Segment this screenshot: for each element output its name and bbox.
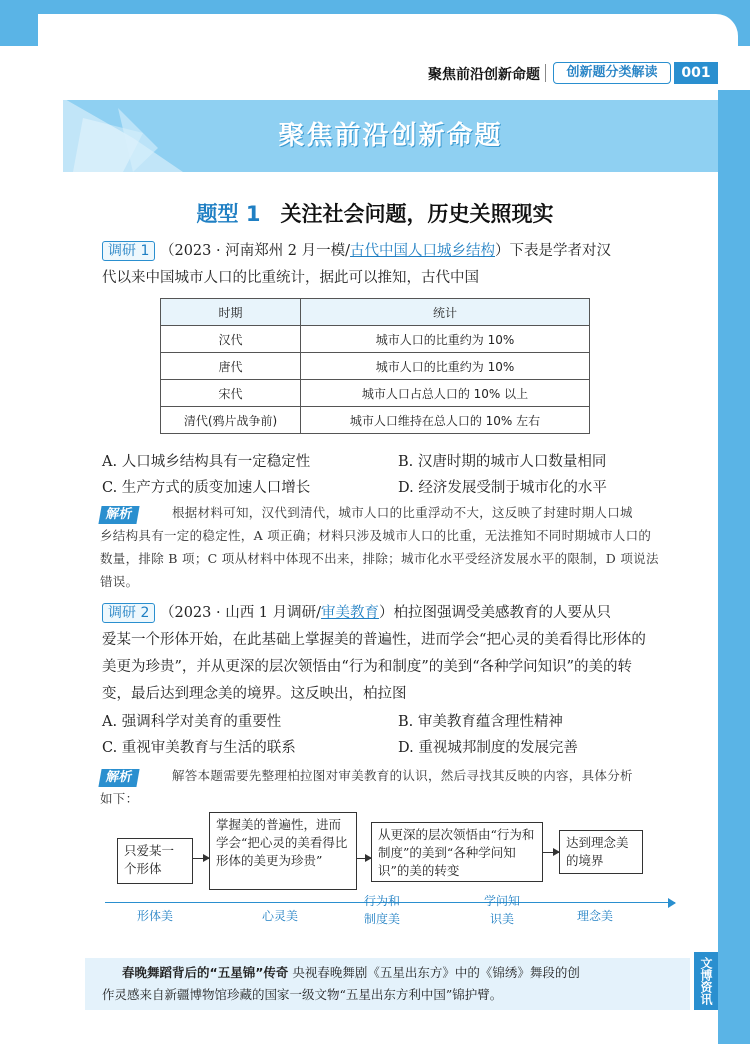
- question-2-line-3: 美更为珍贵”，并从更深的层次领悟由“行为和制度”的美到“各种学问知识”的美的转: [102, 659, 633, 675]
- q2-analysis-line-1: 解答本题需要先整理柏拉图对审美教育的认识，然后寻找其反映的内容，具体分析: [172, 768, 633, 783]
- table-cell: 宋代: [161, 380, 301, 407]
- table-row: [161, 353, 590, 380]
- running-header-title: 聚焦前沿创新命题: [428, 67, 540, 83]
- q2-analysis-tag: 解析: [98, 769, 139, 787]
- page-number: 001: [674, 62, 718, 84]
- flow-label-2: 心灵美: [261, 909, 298, 923]
- table-header-row: [161, 299, 590, 326]
- flow-box-2: 掌握美的普遍性，进而学会“把心灵的美看得比形体的美更为珍贵”: [209, 812, 357, 890]
- flow-label-1: 形体美: [136, 909, 173, 923]
- table-row: [161, 326, 590, 353]
- q1-analysis-tag: 解析: [98, 506, 139, 524]
- footer-title: 春晚舞蹈背后的“五星锦”传奇: [122, 965, 289, 980]
- flow-box-1: 只爱某一个形体: [117, 838, 193, 884]
- flow-label-3: 行为和制度美: [363, 894, 400, 926]
- flow-timeline-arrowhead: [668, 898, 676, 908]
- table-header-stat: 统计: [301, 299, 590, 326]
- table-cell: 唐代: [161, 353, 301, 380]
- question-1: [102, 238, 642, 292]
- q1-option-d[interactable]: D. 经济发展受制于城市化的水平: [398, 480, 607, 496]
- question-2-stem-start: ）柏拉图强调受美感教育的人要从只: [379, 605, 612, 621]
- flow-arrow-3: [543, 852, 559, 853]
- flow-arrow-2: [357, 858, 371, 859]
- q2-option-a[interactable]: A. 强调科学对美育的重要性: [102, 714, 282, 730]
- section-title: 关注社会问题，历史关照现实: [280, 202, 554, 226]
- flow-box-3: 从更深的层次领悟由“行为和制度”的美到“各种学问知识”的美的转变: [371, 822, 543, 882]
- flow-label-4: 学问知识美: [483, 894, 520, 926]
- question-1-source: （2023 · 河南郑州 2 月一模/: [159, 243, 351, 259]
- question-2-line-2: 爱某一个形体开始，在此基础上掌握美的普遍性，进而学会“把心灵的美看得比形体的: [102, 632, 646, 648]
- question-1-line-1: [102, 238, 642, 265]
- question-2-source: （2023 · 山西 1 月调研/: [159, 605, 322, 621]
- question-2-line-1: [102, 600, 642, 627]
- question-1-stem-start: ）下表是学者对汉: [495, 243, 612, 259]
- question-2-line-4: 变，最后达到理念美的境界。这反映出，柏拉图: [102, 686, 407, 702]
- section-number: 题型 1: [196, 202, 261, 226]
- table-cell: 城市人口的比重约为 10%: [301, 353, 590, 380]
- flow-arrow-1: [193, 858, 209, 859]
- side-category-tag: 文博资讯: [694, 952, 718, 1010]
- flow-box-4: 达到理念美的境界: [559, 830, 643, 874]
- q1-analysis-line-2: 乡结构具有一定的稳定性，A 项正确；材料只涉及城市人口的比重，无法推知不同时期城市人口的: [100, 528, 652, 543]
- q1-analysis-line-4: 错误。: [100, 574, 139, 589]
- q2-option-b[interactable]: B. 审美教育蕴含理性精神: [398, 714, 563, 730]
- q1-option-c[interactable]: C. 生产方式的质变加速人口增长: [102, 480, 311, 496]
- q2-option-c[interactable]: C. 重视审美教育与生活的联系: [102, 740, 296, 756]
- footer-text-1: 央视春晚舞剧《五星出东方》中的《锦绣》舞段的创: [292, 965, 580, 980]
- question-1-topic-link[interactable]: 古代中国人口城乡结构: [350, 243, 496, 259]
- population-table: [160, 298, 590, 434]
- flow-label-5: 理念美: [576, 909, 613, 923]
- table-cell: 汉代: [161, 326, 301, 353]
- header-category-tag: 创新题分类解读: [553, 62, 671, 84]
- footer-text: [102, 962, 682, 1006]
- question-1-line-2: 代以来中国城市人口的比重统计，据此可以推知，古代中国: [102, 270, 479, 286]
- table-cell: 城市人口维持在总人口的 10% 左右: [301, 407, 590, 434]
- q1-analysis-line-1: 根据材料可知，汉代到清代，城市人口的比重浮动不大，这反映了封建时期人口城: [172, 505, 633, 520]
- table-row: [161, 407, 590, 434]
- banner-title: 聚焦前沿创新命题: [278, 121, 503, 151]
- header-divider: [545, 64, 546, 82]
- question-1-tag: 调研 1: [102, 241, 155, 261]
- q1-analysis-line-3: 数量，排除 B 项；C 项从材料中体现不出来，排除；城市化水平受经济发展水平的限制，D 项说法: [100, 551, 659, 566]
- question-2-tag: 调研 2: [102, 603, 155, 623]
- table-header-period: 时期: [161, 299, 301, 326]
- section-heading: [0, 198, 750, 228]
- question-2: [102, 600, 646, 708]
- table-row: [161, 380, 590, 407]
- question-2-topic-link[interactable]: 审美教育: [321, 605, 380, 621]
- q2-analysis-line-2: 如下：: [100, 791, 139, 806]
- right-color-strip: [718, 90, 750, 1044]
- q1-option-b[interactable]: B. 汉唐时期的城市人口数量相同: [398, 454, 607, 470]
- table-cell: 城市人口的比重约为 10%: [301, 326, 590, 353]
- q2-option-d[interactable]: D. 重视城邦制度的发展完善: [398, 740, 578, 756]
- q1-option-a[interactable]: A. 人口城乡结构具有一定稳定性: [102, 454, 311, 470]
- table-cell: 清代(鸦片战争前): [161, 407, 301, 434]
- footer-text-2: 作灵感来自新疆博物馆珍藏的国家一级文物“五星出东方利中国”锦护臂。: [102, 987, 503, 1002]
- table-cell: 城市人口占总人口的 10% 以上: [301, 380, 590, 407]
